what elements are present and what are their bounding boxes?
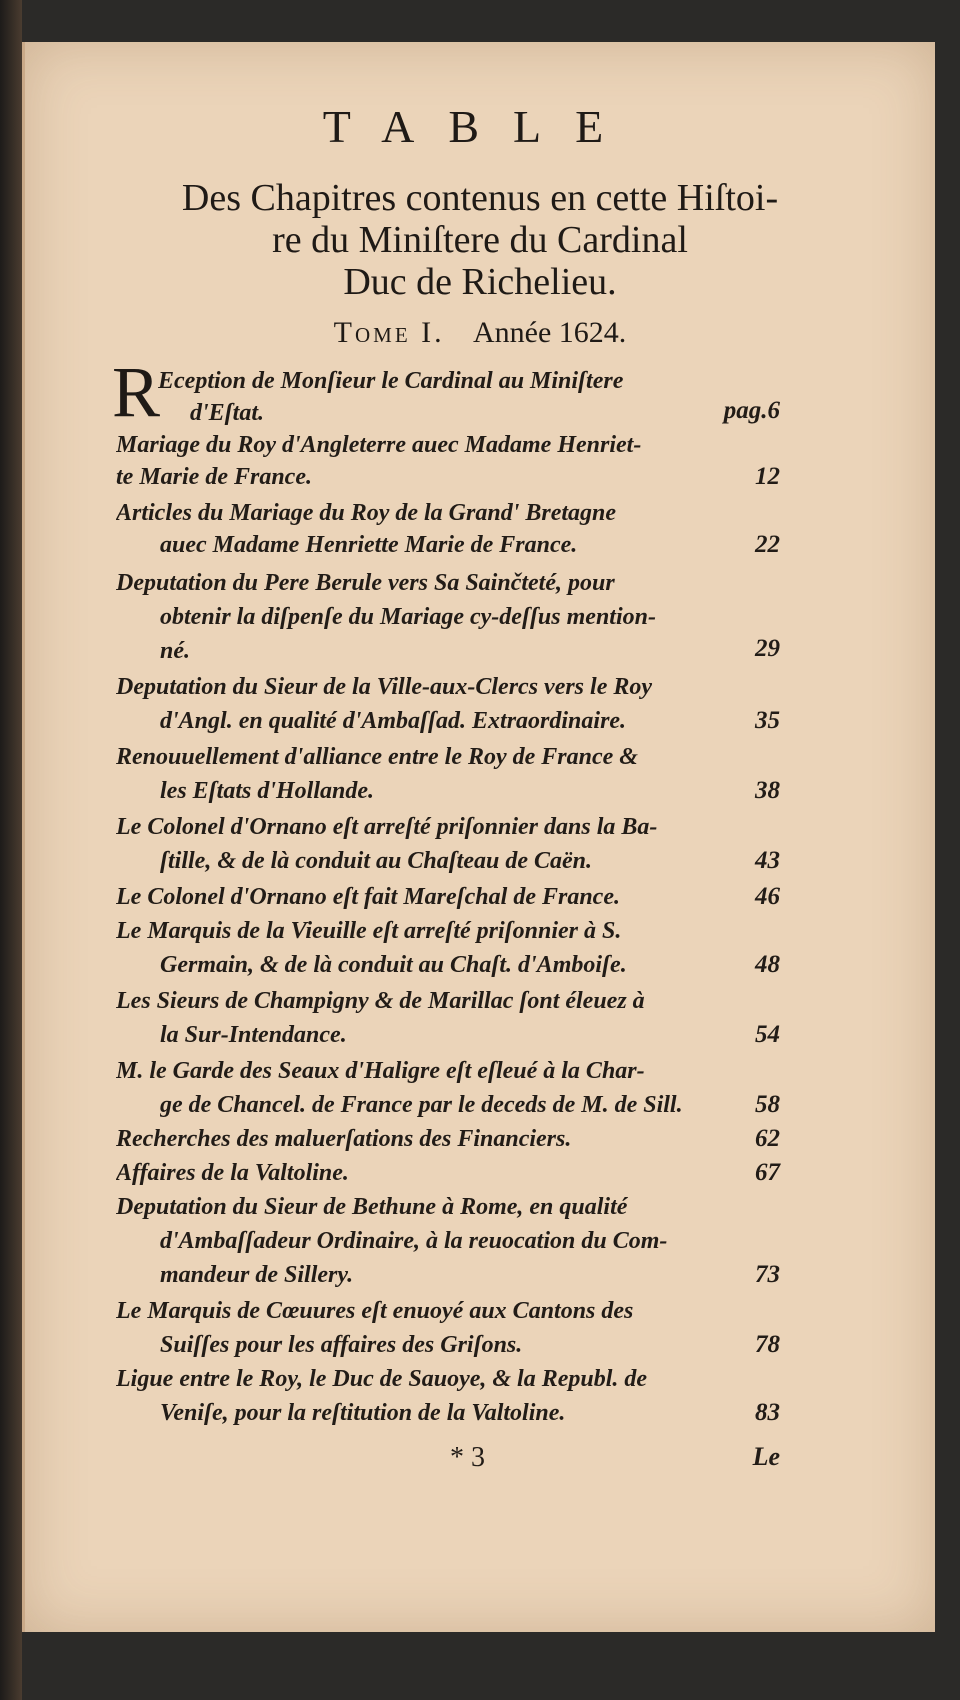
toc-page-number: 48	[755, 951, 780, 978]
toc-page-number: 29	[755, 635, 780, 662]
toc-page-number: 22	[755, 531, 780, 558]
toc-entry-line: Ligue entre le Roy, le Duc de Sauoye, & la Republ. de	[116, 1366, 648, 1392]
toc-entry-line: Le Marquis de Cœuures eſt enuoyé aux Cantons des	[116, 1298, 634, 1324]
toc-entry-line: Affaires de la Valtoline.	[116, 1160, 349, 1186]
subtitle-line-2: re du Miniſtere du Cardinal	[272, 219, 688, 261]
toc-page-number: 43	[755, 847, 780, 874]
toc-page-number: pag.6	[723, 397, 780, 424]
toc-entry-line: d'Eſtat.	[190, 400, 265, 426]
toc-entry-line: Les Sieurs de Champigny & de Marillac ſont éleuez à	[116, 988, 645, 1014]
toc-entry-line: Le Colonel d'Ornano eſt fait Mareſchal de France.	[116, 884, 620, 910]
toc-page-number: 73	[755, 1261, 780, 1288]
toc-page-number: 67	[755, 1159, 780, 1186]
year-label: Année 1624.	[473, 316, 627, 349]
toc-entry-line: ge de Chancel. de France par le deceds de M. de Sill.	[160, 1092, 683, 1118]
subtitle-line-1: Des Chapitres contenus en cette Hiſtoi-	[181, 177, 779, 219]
drop-cap: R	[112, 352, 161, 432]
toc-page-number: 58	[755, 1091, 780, 1118]
toc-entry-line: Germain, & de là conduit au Chaſt. d'Amboiſe.	[160, 952, 627, 978]
toc-page-number: 83	[755, 1399, 780, 1426]
toc-entry-line: Eception de Monſieur le Cardinal au Miniſtere	[158, 368, 624, 394]
toc-entry-line: te Marie de France.	[116, 464, 312, 490]
toc-entry-line: les Eſtats d'Hollande.	[160, 778, 375, 804]
toc-entry-line: obtenir la diſpenſe du Mariage cy-deſſus mention-	[160, 604, 656, 630]
toc-entry-line: d'Angl. en qualité d'Ambaſſad. Extraordinaire.	[160, 708, 627, 734]
toc-page-number: 35	[755, 707, 780, 734]
toc-page-number: 62	[755, 1125, 780, 1152]
toc-entry-line: Le Colonel d'Ornano eſt arreſté priſonnier dans la Ba-	[116, 814, 658, 840]
toc-entry-line: la Sur-Intendance.	[160, 1022, 347, 1048]
toc-page-number: 12	[755, 463, 780, 490]
catchword: Le	[752, 1442, 780, 1471]
toc-entry-line: ſtille, & de là conduit au Chaſteau de Caën.	[160, 848, 593, 874]
toc-entry-line: Deputation du Sieur de la Ville-aux-Clercs vers le Roy	[116, 674, 653, 700]
signature-mark: * 3	[450, 1442, 485, 1473]
toc-entry-line: mandeur de Sillery.	[160, 1262, 354, 1288]
toc-entry-line: d'Ambaſſadeur Ordinaire, à la reuocation du Com-	[160, 1228, 668, 1254]
tome-label: Tome I.	[333, 316, 445, 349]
toc-entry-line: M. le Garde des Seaux d'Haligre eſt eſleué à la Char-	[116, 1058, 645, 1084]
toc-page-number: 46	[755, 883, 780, 910]
toc-entry-line: né.	[160, 638, 190, 664]
subtitle-line-3: Duc de Richelieu.	[343, 261, 617, 303]
toc-entry-line: Deputation du Sieur de Bethune à Rome, en qualité	[116, 1194, 628, 1220]
toc-entry-line: Mariage du Roy d'Angleterre auec Madame Henriet-	[116, 432, 642, 458]
toc-page-number: 78	[755, 1331, 780, 1358]
toc-entry-line: Deputation du Pere Berule vers Sa Sainčteté, pour	[116, 570, 615, 596]
toc-entry-line: Recherches des maluerſations des Financiers.	[116, 1126, 572, 1152]
volume-heading	[0, 316, 960, 350]
toc-entry-line: Suiſſes pour les affaires des Griſons.	[160, 1332, 523, 1358]
toc-entry-line: Le Marquis de la Vieuille eſt arreſté priſonnier à S.	[116, 918, 622, 944]
toc-entry-line: Renouuellement d'alliance entre le Roy de France &	[116, 744, 638, 770]
toc-entry-line: Articles du Mariage du Roy de la Grand' Bretagne	[116, 500, 617, 526]
toc-entry-line: auec Madame Henriette Marie de France.	[160, 532, 578, 558]
toc-entry-line: Veniſe, pour la reſtitution de la Valtoline.	[160, 1400, 566, 1426]
toc-page-number: 38	[755, 777, 780, 804]
toc-page-number: 54	[755, 1021, 780, 1048]
page-title: TABLE	[322, 101, 638, 152]
